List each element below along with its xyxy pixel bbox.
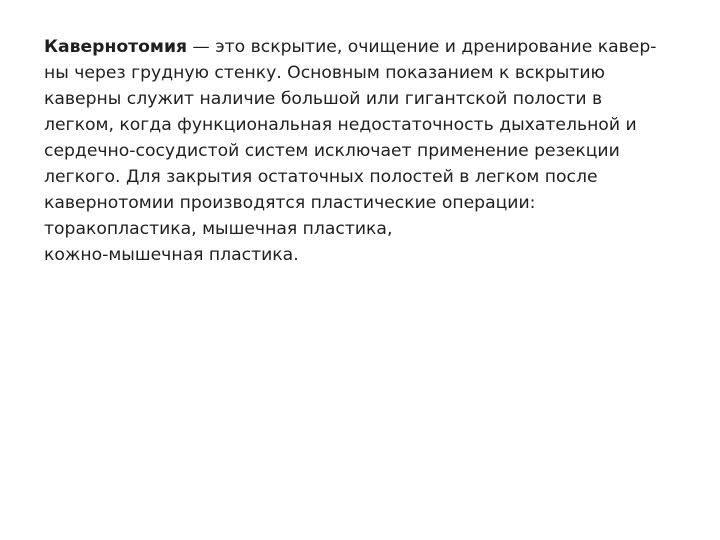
term-heading: Кавернотомия — [44, 37, 188, 57]
paragraph-line: торакопластика, мышечная пластика, — [44, 219, 393, 239]
paragraph-line — [44, 34, 684, 60]
paragraph-line: легкого. Для закрытия остаточных полостей в легком после — [44, 167, 598, 187]
paragraph-line: сердечно-сосудистой систем исключает применение резекции — [44, 141, 620, 161]
paragraph-line: кавернотомии производятся пластические операции: — [44, 193, 536, 213]
definition-paragraph — [44, 34, 684, 268]
line-text: — это вскрытие, очищение и дренирование кавер- — [187, 37, 657, 57]
paragraph-line: легком, когда функциональная недостаточность дыхательной и — [44, 115, 637, 135]
paragraph-line: ны через грудную стенку. Основным показанием к вскрытию — [44, 63, 605, 83]
paragraph-line: каверны служит наличие большой или гигантской полости в — [44, 89, 603, 109]
paragraph-line: кожно-мышечная пластика. — [44, 245, 299, 265]
